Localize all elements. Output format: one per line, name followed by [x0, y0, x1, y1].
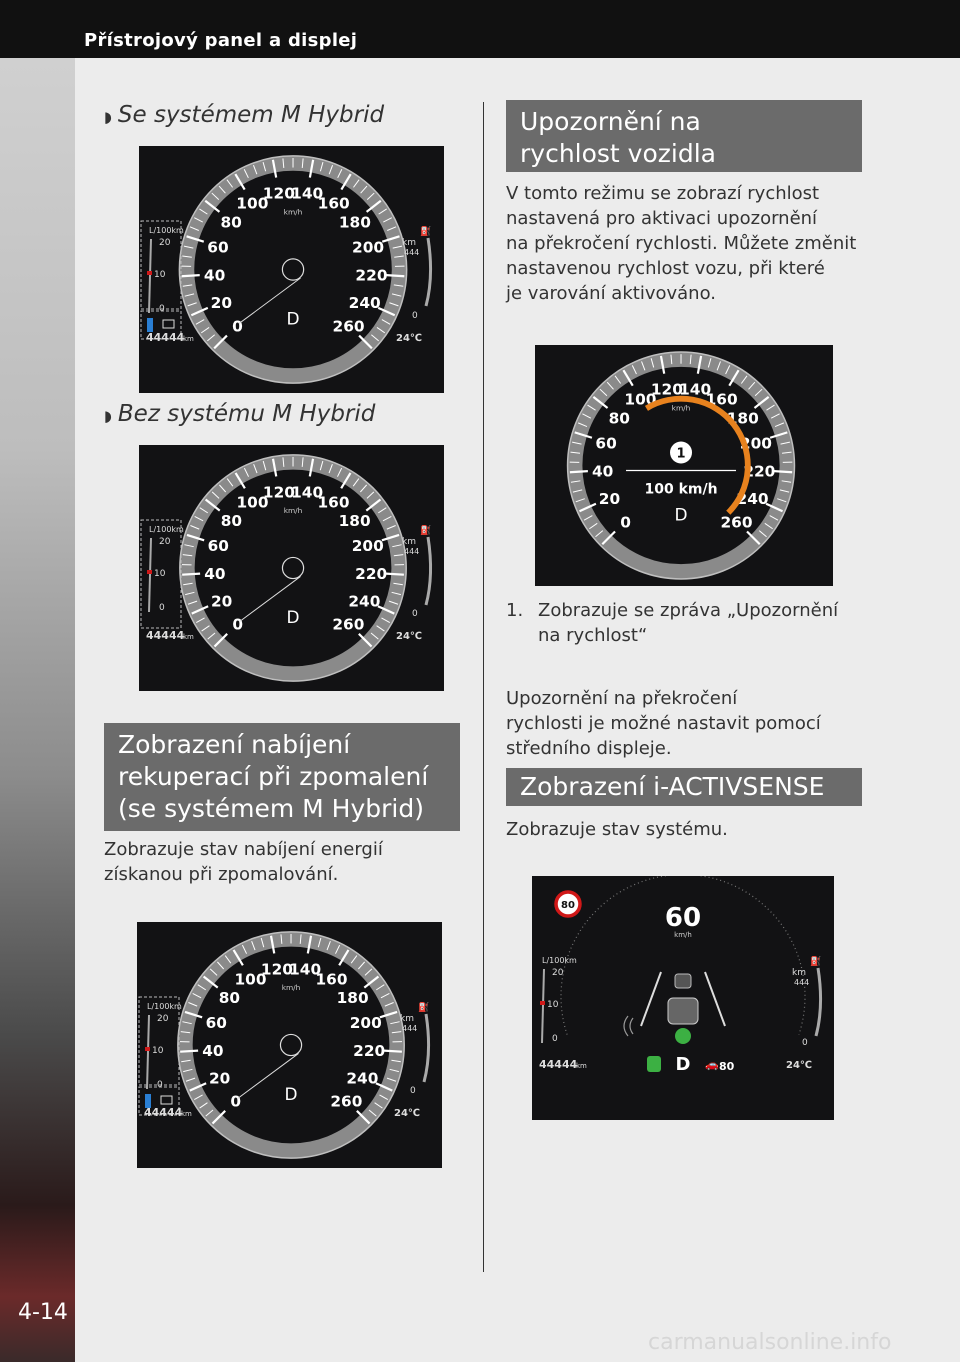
gauge-panel-regen: [137, 922, 442, 1168]
fuel-current-marker: [145, 1047, 150, 1051]
range-unit-label: km: [400, 1014, 414, 1024]
dial-tick-label: 240: [736, 490, 769, 509]
speed-unit-label: km/h: [283, 207, 303, 217]
needle-hub: [280, 1034, 301, 1055]
lane-line-right: [705, 972, 725, 1026]
dial-tick-label: 20: [598, 490, 621, 509]
callout-list: 1. Zobrazuje se zpráva „Upozornění na rychlost“: [506, 600, 839, 646]
dial-tick-label: 220: [355, 266, 388, 285]
dial-tick-label: 20: [210, 592, 233, 611]
dial-tick-label: 260: [720, 513, 753, 532]
dial-tick: [386, 275, 404, 276]
watermark: carmanualsonline.info: [648, 1330, 892, 1355]
dial-tick: [182, 275, 200, 276]
section-title-regen: Zobrazení nabíjení rekuperací při zpomalení (se systémem M Hybrid): [104, 723, 460, 831]
speed-unit-label: km/h: [281, 982, 301, 992]
dial-tick-label: 160: [317, 493, 350, 512]
odometer-unit: km: [181, 1110, 192, 1118]
odometer-unit: km: [183, 633, 194, 641]
fuel-10-label: 10: [152, 1046, 164, 1056]
dial-tick-label: 20: [208, 1069, 231, 1088]
dial-tick-label: 160: [315, 970, 348, 989]
odometer-value: 44444: [539, 1058, 578, 1071]
fuel-scale: [149, 538, 151, 612]
subheading-without-hybrid: ◗ Bez systému M Hybrid: [104, 401, 376, 427]
dial-tick-label: 100: [234, 970, 267, 989]
gear-indicator: D: [674, 504, 688, 525]
odometer-unit: km: [576, 1062, 587, 1070]
dial-tick-label: 60: [207, 537, 229, 556]
dial-tick-label: 220: [743, 462, 776, 481]
dial-tick: [180, 1051, 198, 1052]
dial-tick-label: 220: [355, 565, 388, 584]
outside-temp: 24℃: [786, 1060, 813, 1071]
list-number: 1.: [506, 600, 524, 621]
dial-tick-label: 260: [330, 1092, 363, 1111]
gear-indicator: D: [675, 1054, 691, 1075]
fuel-current-marker: [147, 570, 152, 574]
range-value: 444: [794, 978, 810, 987]
dial-tick: [570, 471, 588, 472]
battery-icon: [163, 320, 174, 328]
fuel-scale: [147, 1015, 149, 1089]
dial-tick-label: 60: [595, 434, 617, 453]
lane-line-left: [641, 972, 661, 1026]
fuel-unit-label: L/100km: [149, 226, 184, 235]
range-value: 444: [404, 248, 420, 257]
dial-tick-label: 200: [739, 434, 772, 453]
dial-tick-label: 100: [624, 390, 657, 409]
outside-temp: 24℃: [396, 333, 423, 344]
dial-tick-label: 0: [620, 513, 631, 532]
speed-alert-panel: [535, 345, 833, 586]
column-divider: [483, 102, 484, 1272]
dial-tick-label: 120: [262, 483, 295, 502]
range-unit-label: km: [792, 968, 806, 978]
page-number: 4-14: [18, 1300, 68, 1325]
fuel-scale: [542, 969, 544, 1043]
fuel-unit-label: L/100km: [147, 1002, 182, 1011]
dial-tick-label: 140: [291, 184, 324, 203]
dial-tick-label: 40: [204, 565, 226, 584]
dial-tick-label: 240: [346, 1069, 379, 1088]
dial-tick-label: 140: [679, 380, 712, 399]
section-body-speed-alert: V tomto režimu se zobrazí rychlost nastavená pro aktivaci upozornění na překročení rychlosti. Můžete změnit nastavenou rychlost vozu, při které je varování aktivováno.: [506, 183, 857, 304]
alert-set-speed: 100 km/h: [644, 481, 718, 498]
dial-tick-label: 140: [289, 960, 322, 979]
battery-icon: [161, 1096, 172, 1104]
needle-hub: [282, 557, 303, 578]
dial-tick: [384, 1051, 402, 1052]
dial-tick-label: 180: [338, 213, 371, 232]
dial-tick-label: 60: [205, 1014, 227, 1033]
section-title-activsense: Zobrazení i-ACTIVSENSE: [506, 768, 862, 806]
header-title: Přístrojový panel a displej: [84, 30, 358, 51]
odometer-unit: km: [183, 335, 194, 343]
range-unit-label: km: [402, 537, 416, 547]
triangle-bullet-icon: ◗: [104, 407, 112, 425]
gear-indicator: D: [286, 309, 300, 330]
fuel-pump-icon: ⛽: [420, 526, 432, 536]
dial-tick-label: 0: [232, 317, 243, 336]
dial-tick-label: 80: [220, 512, 243, 531]
dial-tick-label: 260: [332, 615, 365, 634]
range-value: 444: [402, 1024, 418, 1033]
fuel-0-label: 0: [159, 304, 165, 314]
regen-charge-bar: [147, 318, 153, 332]
dial-tick-label: 200: [349, 1014, 382, 1033]
fuel-10-label: 10: [154, 569, 166, 579]
fuel-current-marker: [540, 1001, 545, 1005]
current-speed: 60: [664, 903, 702, 933]
range-zero-label: 0: [802, 1038, 808, 1048]
needle-hub: [282, 259, 303, 280]
fuel-pump-icon: ⛽: [810, 957, 822, 967]
dial-tick-label: 180: [338, 512, 371, 531]
dial-tick-label: 60: [207, 238, 229, 257]
blind-spot-icon: [624, 1016, 633, 1036]
range-scale: [426, 537, 431, 605]
fuel-10-label: 10: [154, 270, 166, 280]
own-car-icon: [668, 998, 698, 1024]
cruise-car-icon: 🚗: [705, 1058, 719, 1071]
range-scale: [426, 238, 431, 306]
dial-tick-label: 200: [351, 537, 384, 556]
section-title-speed-alert: Upozornění na rychlost vozidla: [506, 100, 862, 172]
gauge-panel-standard: [139, 445, 444, 691]
fuel-pump-icon: ⛽: [420, 227, 432, 237]
fuel-pump-icon: ⛽: [418, 1003, 430, 1013]
gear-indicator: D: [286, 607, 300, 628]
fuel-0-label: 0: [159, 603, 165, 613]
dial-tick: [386, 574, 404, 575]
fuel-20-label: 20: [159, 537, 171, 547]
lead-car-icon: [675, 974, 691, 988]
speed-unit-label: km/h: [671, 403, 691, 413]
odometer-value: 44444: [146, 629, 185, 642]
dial-tick-label: 80: [218, 989, 241, 1008]
outside-temp: 24℃: [394, 1108, 421, 1119]
fuel-0-label: 0: [552, 1034, 558, 1044]
section-body-regen: Zobrazuje stav nabíjení energií získanou při zpomalování.: [104, 839, 383, 885]
dial-tick-label: 140: [291, 483, 324, 502]
dial-tick-label: 80: [608, 409, 630, 428]
range-zero-label: 0: [412, 311, 418, 321]
dial-tick-label: 80: [220, 213, 242, 232]
dial-tick-label: 260: [332, 317, 365, 336]
dial-tick-label: 120: [260, 960, 293, 979]
steering-assist-icon: [675, 1028, 691, 1044]
header-bar: [0, 0, 960, 58]
fuel-20-label: 20: [157, 1014, 169, 1024]
activsense-panel: [532, 876, 834, 1120]
gauge-panel-hybrid: [139, 146, 444, 393]
dial-tick-label: 40: [202, 1042, 224, 1061]
fuel-unit-label: L/100km: [542, 956, 577, 965]
dial-tick-label: 220: [353, 1042, 386, 1061]
dial-tick-label: 160: [705, 390, 738, 409]
current-speed-unit: km/h: [674, 931, 692, 939]
range-scale: [424, 1014, 429, 1082]
lane-keep-icon: [647, 1056, 661, 1072]
odometer-value: 44444: [146, 331, 185, 344]
section-body-activsense: Zobrazuje stav systému.: [506, 819, 728, 840]
dial-tick-label: 100: [236, 194, 269, 213]
fuel-20-label: 20: [552, 968, 564, 978]
cruise-set-speed: 80: [719, 1060, 735, 1073]
fuel-20-label: 20: [159, 238, 171, 248]
fuel-10-label: 10: [547, 1000, 559, 1010]
dial-tick-label: 0: [232, 615, 244, 634]
dial-tick-label: 160: [317, 194, 350, 213]
subheading-with-hybrid: ◗ Se systémem M Hybrid: [104, 102, 385, 128]
dial-tick: [182, 574, 200, 575]
fuel-0-label: 0: [157, 1080, 163, 1090]
range-zero-label: 0: [410, 1086, 416, 1096]
left-decor-strip: [0, 58, 75, 1362]
dial-tick-label: 0: [230, 1092, 242, 1111]
dial-tick-label: 180: [336, 989, 369, 1008]
gear-indicator: D: [284, 1084, 298, 1105]
dial-tick-label: 20: [210, 294, 233, 313]
callout-number: 1: [676, 446, 686, 462]
speed-limit-value: 80: [561, 900, 575, 911]
speed-alert-note: Upozornění na překročení rychlosti je možné nastavit pomocí středního displeje.: [506, 688, 821, 759]
dial-tick-label: 240: [348, 592, 381, 611]
dial-tick-label: 100: [236, 493, 269, 512]
dial-tick-label: 40: [592, 462, 614, 481]
outside-temp: 24℃: [396, 631, 423, 642]
dial-tick-label: 40: [203, 266, 226, 285]
dial-tick: [774, 471, 792, 472]
dial-tick-label: 120: [262, 184, 295, 203]
dial-tick-label: 200: [351, 238, 385, 257]
range-unit-label: km: [402, 238, 416, 248]
triangle-bullet-icon: ◗: [104, 108, 112, 126]
range-value: 444: [404, 547, 420, 556]
dial-tick-label: 180: [726, 409, 759, 428]
odometer-value: 44444: [144, 1106, 183, 1119]
dial-tick-label: 240: [348, 294, 381, 313]
range-scale: [816, 968, 821, 1036]
fuel-current-marker: [147, 271, 152, 275]
range-zero-label: 0: [412, 609, 418, 619]
dial-tick-label: 120: [650, 380, 683, 399]
fuel-scale: [149, 239, 151, 313]
fuel-unit-label: L/100km: [149, 525, 184, 534]
speed-unit-label: km/h: [283, 505, 303, 515]
